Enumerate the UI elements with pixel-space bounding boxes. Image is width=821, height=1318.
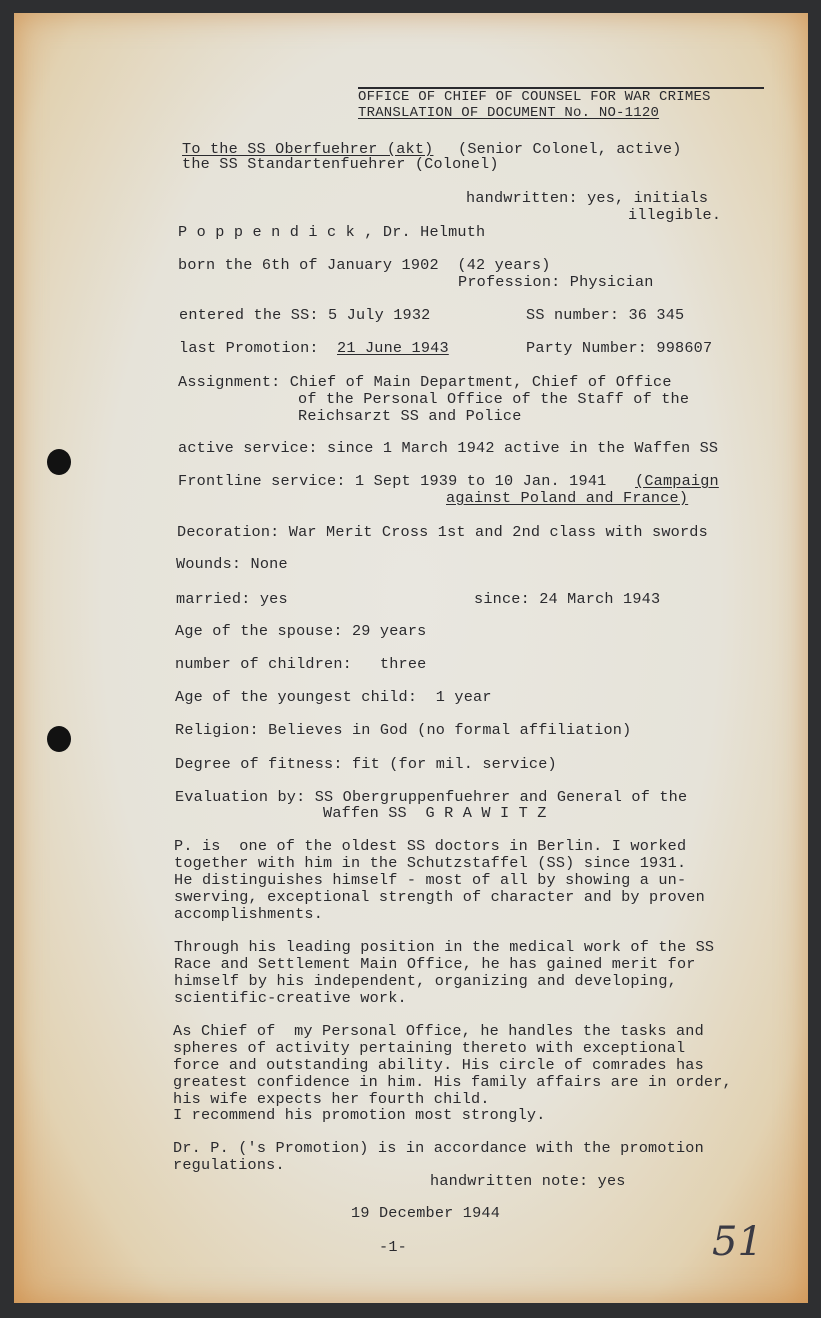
- paragraph-1-line: P. is one of the oldest SS doctors in Berlin. I worked: [174, 837, 687, 855]
- handwritten-note-line: handwritten note: yes: [430, 1172, 626, 1190]
- wounds-line: Wounds: None: [176, 555, 288, 573]
- paragraph-2-line: Race and Settlement Main Office, he has gained merit for: [174, 955, 696, 973]
- evaluation-line-2: Waffen SS G R A W I T Z: [323, 804, 547, 822]
- married-line: married: yes: [176, 590, 288, 608]
- active-service-line: active service: since 1 March 1942 active in the Waffen SS: [178, 439, 719, 457]
- handwritten-top-line-1: handwritten: yes, initials: [466, 189, 709, 207]
- punch-hole-top: [47, 449, 71, 475]
- paragraph-3-line: force and outstanding ability. His circle of comrades has: [173, 1056, 704, 1074]
- paragraph-4-line: regulations.: [173, 1156, 285, 1174]
- to-line-1a: To the SS Oberfuehrer (akt): [182, 140, 434, 158]
- header-line-2: TRANSLATION OF DOCUMENT No. NO-1120: [358, 105, 660, 121]
- assignment-line-1: Assignment: Chief of Main Department, Chief of Office: [178, 373, 672, 391]
- paragraph-3-line: I recommend his promotion most strongly.: [173, 1106, 546, 1124]
- married-since-line: since: 24 March 1943: [474, 590, 661, 608]
- party-number-line: Party Number: 998607: [526, 339, 713, 357]
- frontline-line-2: against Poland and France): [446, 489, 689, 507]
- assignment-line-2: of the Personal Office of the Staff of the: [298, 390, 690, 408]
- paragraph-2-line: himself by his independent, organizing and developing,: [174, 972, 677, 990]
- paragraph-2-line: scientific-creative work.: [174, 989, 407, 1007]
- youngest-child-line: Age of the youngest child: 1 year: [175, 688, 492, 706]
- page-number: -1-: [379, 1238, 407, 1256]
- to-line-1b: (Senior Colonel, active): [458, 140, 682, 158]
- paragraph-3-line: spheres of activity pertaining thereto with exceptional: [173, 1039, 686, 1057]
- last-promotion-label: last Promotion:: [179, 339, 319, 357]
- last-promotion-date: 21 June 1943: [337, 339, 449, 357]
- punch-hole-bottom: [47, 726, 71, 752]
- paragraph-3-line: his wife expects her fourth child.: [173, 1090, 490, 1108]
- paragraph-2-line: Through his leading position in the medical work of the SS: [174, 938, 715, 956]
- decoration-line: Decoration: War Merit Cross 1st and 2nd class with swords: [177, 523, 708, 541]
- paragraph-3-line: greatest confidence in him. His family affairs are in order,: [173, 1073, 732, 1091]
- document-page: [14, 13, 808, 1303]
- spouse-age-line: Age of the spouse: 29 years: [175, 622, 427, 640]
- to-line-2: the SS Standartenfuehrer (Colonel): [182, 155, 499, 173]
- handwritten-page-number: 51: [712, 1219, 763, 1265]
- header-line-1: OFFICE OF CHIEF OF COUNSEL FOR WAR CRIMES: [358, 89, 711, 105]
- children-line: number of children: three: [175, 655, 427, 673]
- name-line: P o p p e n d i c k , Dr. Helmuth: [178, 223, 486, 241]
- paragraph-1-line: accomplishments.: [174, 905, 324, 923]
- paragraph-1-line: swerving, exceptional strength of character and by proven: [174, 888, 705, 906]
- ss-number-line: SS number: 36 345: [526, 306, 685, 324]
- fitness-line: Degree of fitness: fit (for mil. service): [175, 755, 557, 773]
- religion-line: Religion: Believes in God (no formal affiliation): [175, 721, 632, 739]
- paragraph-1-line: He distinguishes himself - most of all by showing a un-: [174, 871, 687, 889]
- assignment-line-3: Reichsarzt SS and Police: [298, 407, 522, 425]
- entered-line: entered the SS: 5 July 1932: [179, 306, 431, 324]
- paragraph-4-line: Dr. P. ('s Promotion) is in accordance with the promotion: [173, 1139, 704, 1157]
- handwritten-top-line-2: illegible.: [628, 206, 722, 224]
- evaluation-line-1: Evaluation by: SS Obergruppenfuehrer and General of the: [175, 788, 688, 806]
- paragraph-3-line: As Chief of my Personal Office, he handles the tasks and: [173, 1022, 704, 1040]
- frontline-line-1b: (Campaign: [635, 472, 719, 490]
- born-line: born the 6th of January 1902 (42 years): [178, 256, 551, 274]
- frontline-line-1a: Frontline service: 1 Sept 1939 to 10 Jan. 1941: [178, 472, 607, 490]
- profession-line: Profession: Physician: [458, 273, 654, 291]
- paragraph-1-line: together with him in the Schutzstaffel (SS) since 1931.: [174, 854, 687, 872]
- document-date: 19 December 1944: [351, 1204, 501, 1222]
